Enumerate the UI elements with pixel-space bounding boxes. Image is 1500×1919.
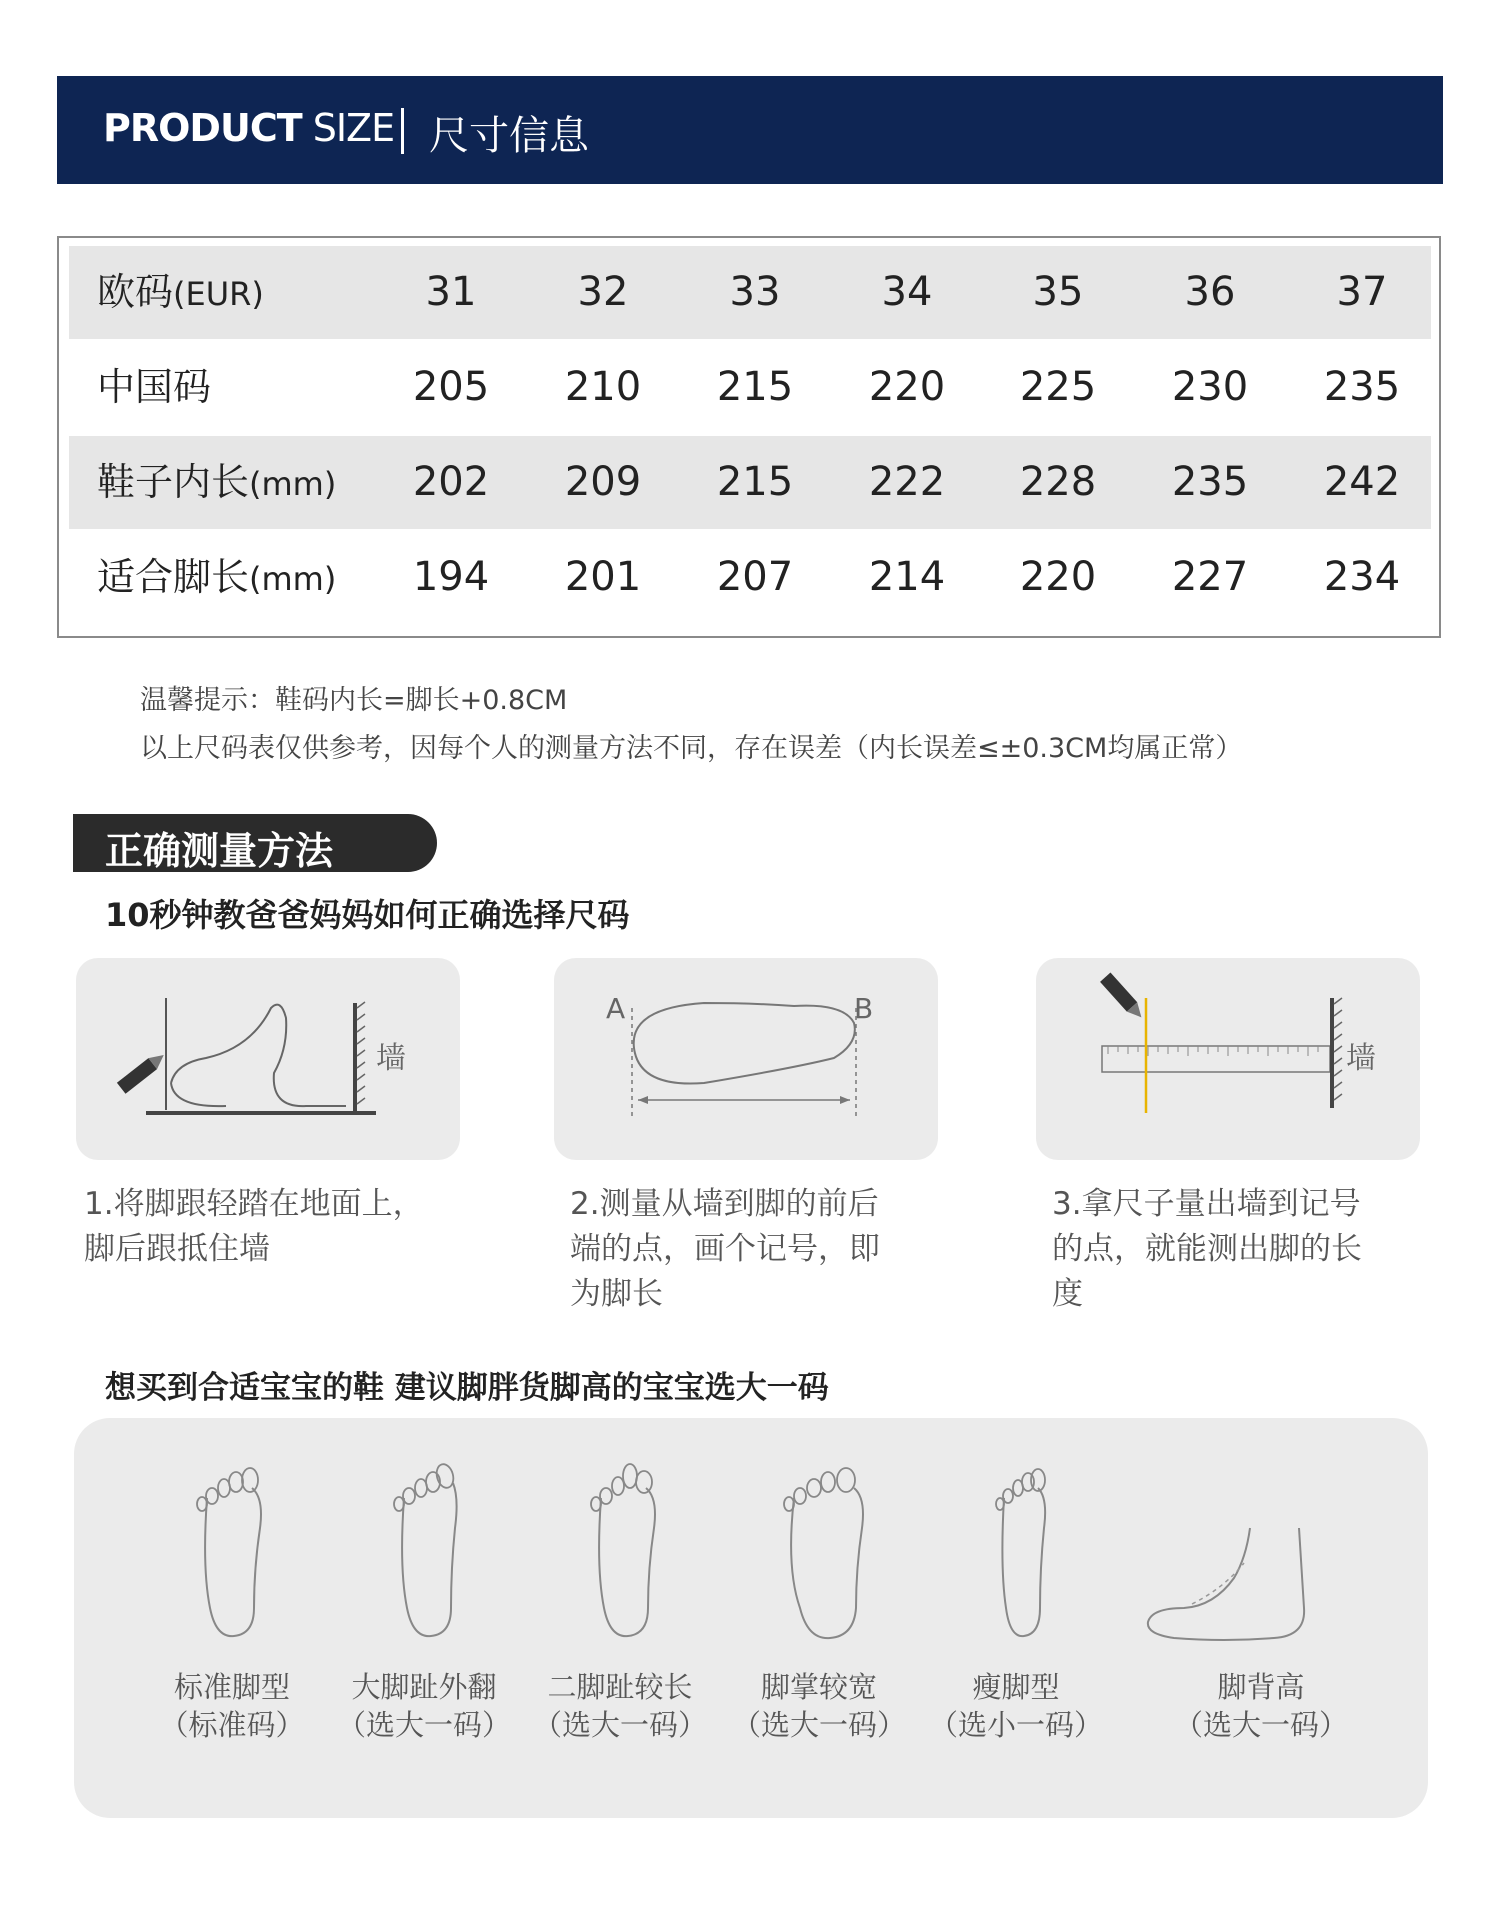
header-divider bbox=[401, 108, 404, 154]
table-cell: 202 bbox=[412, 459, 490, 505]
table-cell: 215 bbox=[716, 459, 794, 505]
point-a-label: A bbox=[606, 992, 626, 1025]
table-row bbox=[69, 531, 1431, 624]
foot-types-panel bbox=[74, 1418, 1428, 1818]
header-banner bbox=[57, 76, 1443, 184]
wall-label: 墙 bbox=[376, 1041, 406, 1076]
size-table bbox=[57, 236, 1441, 638]
foot-label: 二脚趾较长 （选大一码） bbox=[532, 1670, 707, 1742]
bunion-foot-icon bbox=[369, 1458, 489, 1658]
table-cell: 33 bbox=[729, 269, 781, 315]
table-row bbox=[69, 341, 1431, 434]
table-cell: 228 bbox=[1019, 459, 1097, 505]
table-row bbox=[69, 436, 1431, 529]
row-label: 中国码 bbox=[97, 365, 212, 409]
foot-label: 瘦脚型 （选小一码） bbox=[928, 1670, 1103, 1742]
header-title-cn: 尺寸信息 bbox=[429, 113, 589, 159]
table-cell: 210 bbox=[564, 364, 642, 410]
row-label: 欧码(EUR) bbox=[97, 270, 264, 314]
table-cell: 242 bbox=[1323, 459, 1401, 505]
step-2-text: 2.测量从墙到脚的前后 端的点，画个记号，即 为脚长 bbox=[570, 1186, 880, 1312]
table-cell: 214 bbox=[868, 554, 946, 600]
table-cell: 201 bbox=[564, 554, 642, 600]
step-2-illustration bbox=[554, 958, 938, 1160]
table-cell: 37 bbox=[1336, 269, 1388, 315]
long-second-toe-foot-icon bbox=[566, 1458, 686, 1658]
step-3-text: 3.拿尺子量出墙到记号 的点，就能测出脚的长 度 bbox=[1052, 1186, 1362, 1312]
table-cell: 230 bbox=[1171, 364, 1249, 410]
slim-foot-icon bbox=[964, 1458, 1084, 1658]
table-cell: 209 bbox=[564, 459, 642, 505]
table-cell: 207 bbox=[716, 554, 794, 600]
high-instep-foot-icon bbox=[1134, 1458, 1354, 1658]
table-cell: 225 bbox=[1019, 364, 1097, 410]
step-3-illustration bbox=[1036, 958, 1420, 1160]
section-subtitle: 10秒钟教爸爸妈妈如何正确选择尺码 bbox=[105, 896, 630, 934]
foot-label: 大脚趾外翻 （选大一码） bbox=[336, 1670, 511, 1742]
table-cell: 220 bbox=[1019, 554, 1097, 600]
point-b-label: B bbox=[854, 992, 874, 1025]
table-cell: 215 bbox=[716, 364, 794, 410]
foot-label: 脚掌较宽 （选大一码） bbox=[731, 1670, 906, 1742]
step-1-illustration bbox=[76, 958, 460, 1160]
table-cell: 34 bbox=[881, 269, 933, 315]
table-cell: 36 bbox=[1184, 269, 1236, 315]
table-cell: 32 bbox=[577, 269, 629, 315]
section-tag bbox=[73, 814, 437, 872]
table-cell: 31 bbox=[425, 269, 477, 315]
table-cell: 234 bbox=[1323, 554, 1401, 600]
step-1-text: 1.将脚跟轻踏在地面上， 脚后跟抵住墙 bbox=[84, 1186, 424, 1267]
advice-title: 想买到合适宝宝的鞋 建议脚胖货脚高的宝宝选大一码 bbox=[105, 1370, 829, 1406]
table-cell: 205 bbox=[412, 364, 490, 410]
table-cell: 235 bbox=[1171, 459, 1249, 505]
table-cell: 235 bbox=[1323, 364, 1401, 410]
table-cell: 227 bbox=[1171, 554, 1249, 600]
tip-line-2: 以上尺码表仅供参考，因每个人的测量方法不同，存在误差（内长误差≤±0.3CM均属正常） bbox=[140, 733, 1243, 764]
row-label: 适合脚长(mm) bbox=[97, 555, 337, 599]
table-cell: 35 bbox=[1032, 269, 1084, 315]
foot-label: 标准脚型 （标准码） bbox=[159, 1670, 305, 1742]
tip-line-1: 温馨提示：鞋码内长=脚长+0.8CM bbox=[140, 685, 568, 716]
table-cell: 194 bbox=[412, 554, 490, 600]
foot-against-wall-icon bbox=[76, 958, 460, 1160]
wide-foot-icon bbox=[764, 1458, 894, 1658]
row-label: 鞋子内长(mm) bbox=[97, 460, 337, 504]
table-row bbox=[69, 246, 1431, 339]
wall-label: 墙 bbox=[1346, 1041, 1376, 1076]
standard-foot-icon bbox=[172, 1458, 292, 1658]
foot-label: 脚背高 （选大一码） bbox=[1173, 1670, 1348, 1742]
table-cell: 220 bbox=[868, 364, 946, 410]
table-cell: 222 bbox=[868, 459, 946, 505]
foot-outline-measure-icon bbox=[554, 958, 938, 1160]
section-tag-label: 正确测量方法 bbox=[105, 829, 334, 873]
ruler-measure-icon bbox=[1036, 958, 1420, 1160]
header-title-en: PRODUCT SIZE bbox=[103, 106, 395, 150]
